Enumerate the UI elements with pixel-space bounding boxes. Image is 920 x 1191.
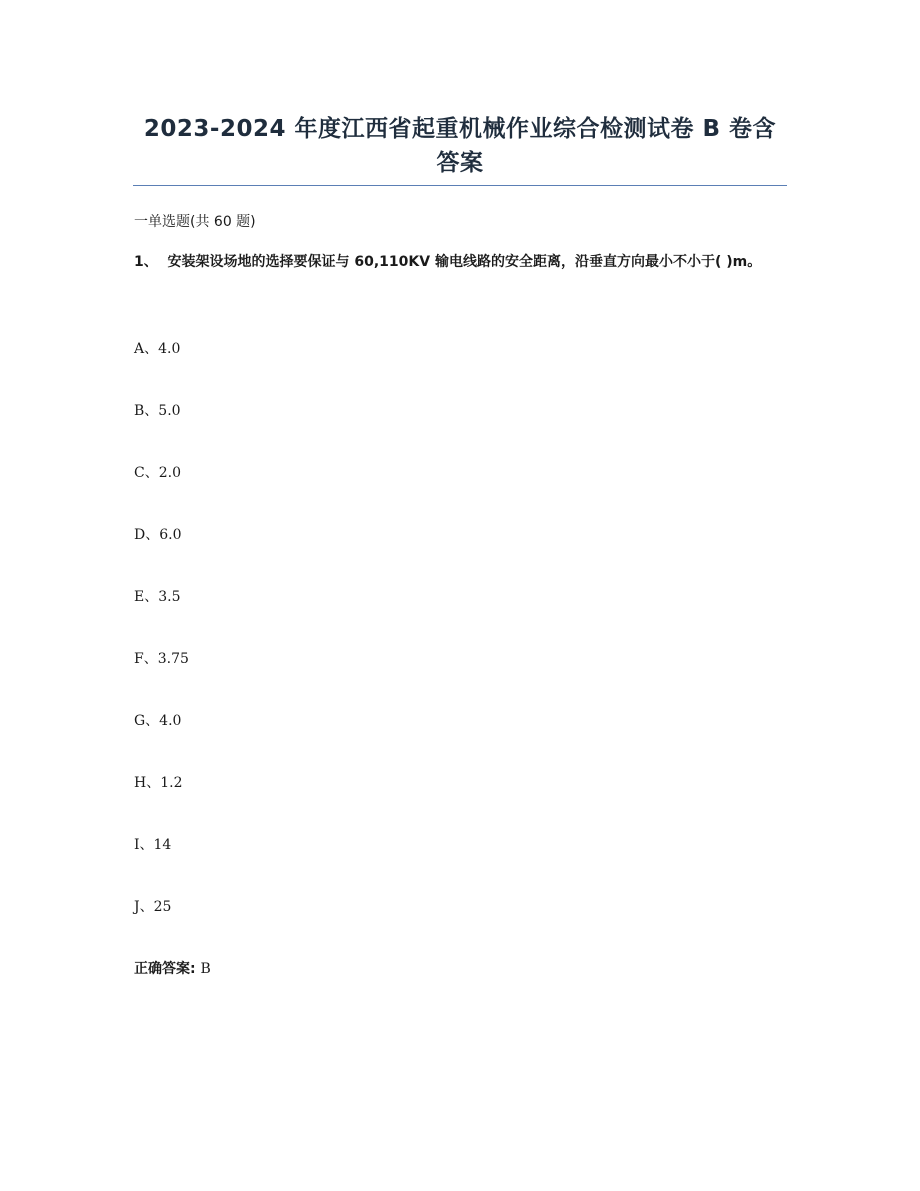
option-f: F、3.75 xyxy=(134,651,189,667)
options-list xyxy=(134,337,189,957)
correct-answer xyxy=(134,957,211,981)
option-b: B、5.0 xyxy=(134,403,181,419)
question-text: 安装架设场地的选择要保证与 60,110KV 输电线路的安全距离，沿垂直方向最小不小于( )m。 xyxy=(167,254,762,270)
answer-value: B xyxy=(200,961,211,977)
answer-label: 正确答案: xyxy=(134,961,196,977)
document-title: 2023-2024 年度江西省起重机械作业综合检测试卷 B 卷含答案 xyxy=(143,116,777,176)
question-number: 1、 xyxy=(134,254,158,270)
option-j: J、25 xyxy=(134,899,172,915)
option-h: H、1.2 xyxy=(134,775,183,791)
option-i: I、14 xyxy=(134,837,172,853)
title-divider xyxy=(133,185,787,186)
option-e: E、3.5 xyxy=(134,589,181,605)
section-heading: 一单选题(共 60 题) xyxy=(134,214,256,230)
option-a: A、4.0 xyxy=(134,341,181,357)
option-d: D、6.0 xyxy=(134,527,182,543)
option-c: C、2.0 xyxy=(134,465,181,481)
question-1 xyxy=(134,250,786,275)
option-g: G、4.0 xyxy=(134,713,182,729)
